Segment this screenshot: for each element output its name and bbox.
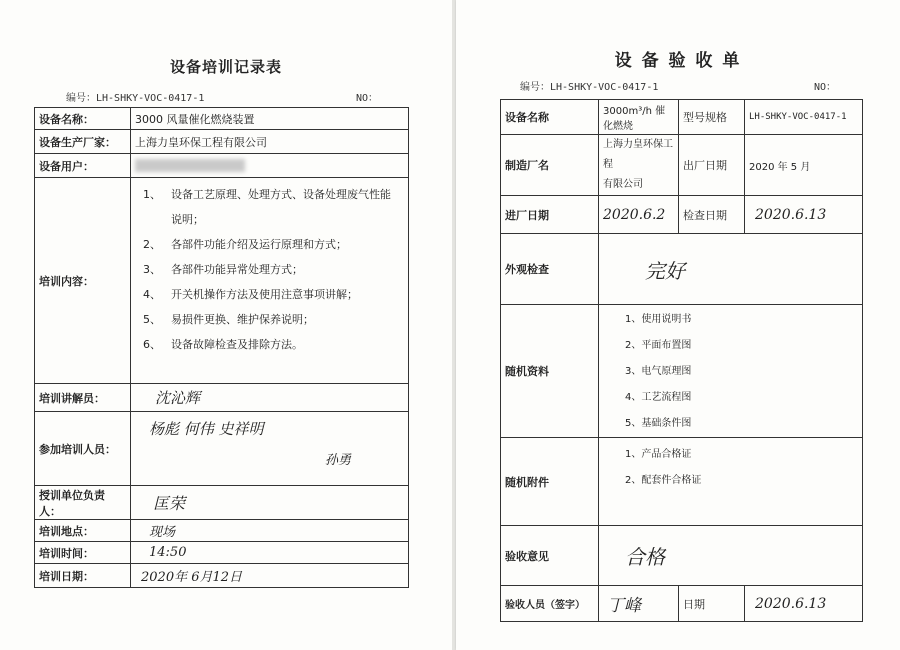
content-item-num: 3、 xyxy=(143,263,161,276)
content-item-text: 设备故障检查及排除方法。 xyxy=(171,338,303,351)
acceptance-serial xyxy=(520,78,658,93)
device-user-value xyxy=(131,154,409,178)
training-record-title: 设备培训记录表 xyxy=(169,58,282,76)
device-user-label: 设备用户： xyxy=(35,154,131,178)
docs-item: 4、工艺流程图 xyxy=(625,392,692,403)
attendees-sign-line-1: 杨彪 何伟 史祥明 xyxy=(149,420,264,438)
content-item-num: 6、 xyxy=(143,338,161,351)
docs-item: 2、平面布置图 xyxy=(625,340,692,351)
model-label: 型号规格 xyxy=(679,100,745,135)
serial-label: 编号： xyxy=(66,93,96,104)
model-value: LH-SHKY-VOC-0417-1 xyxy=(745,100,863,135)
training-content-label: 培训内容： xyxy=(35,178,131,384)
content-item xyxy=(143,207,404,232)
training-content-list xyxy=(131,178,409,384)
content-item-text: 说明； xyxy=(171,213,204,226)
content-item xyxy=(143,182,404,207)
training-place-text: 现场 xyxy=(149,525,176,540)
content-item-text: 各部件功能异常处理方式； xyxy=(171,263,303,276)
date-value: 2020.6.13 xyxy=(755,595,827,612)
acceptance-sheet xyxy=(456,0,900,650)
appearance-cell xyxy=(599,234,863,305)
appearance-label: 外观检查 xyxy=(501,234,599,305)
maker-value-line-2: 有限公司 xyxy=(603,179,643,190)
acceptance-no-label: NO： xyxy=(814,82,837,93)
training-time-label: 培训时间： xyxy=(35,542,131,564)
serial-value: LH-SHKY-VOC-0417-1 xyxy=(550,82,659,93)
accessories-item: 2、配套件合格证 xyxy=(625,475,702,486)
trainer-label: 培训讲解员： xyxy=(35,384,131,412)
appearance-value: 完好 xyxy=(645,258,685,283)
training-time-value xyxy=(131,542,409,564)
inspect-date-value: 2020.6.13 xyxy=(755,206,827,223)
accessories-label: 随机附件 xyxy=(501,438,599,526)
docs-item: 5、基础条件图 xyxy=(625,418,692,429)
content-item-text: 各部件功能介绍及运行原理和方式； xyxy=(171,238,347,251)
maker-value xyxy=(599,135,679,196)
arrival-date-value: 2020.6.2 xyxy=(603,206,666,223)
training-time-text: 14:50 xyxy=(149,545,187,560)
device-name-label: 设备名称 xyxy=(501,100,599,135)
content-item-text: 设备工艺原理、处理方式、设备处理废气性能 xyxy=(171,188,391,201)
arrival-date-label: 进厂日期 xyxy=(501,196,599,234)
attendees-label: 参加培训人员： xyxy=(35,412,131,486)
content-item-num: 4、 xyxy=(143,288,161,301)
attendees-signatures xyxy=(131,412,409,486)
opinion-value: 合格 xyxy=(625,545,665,569)
training-date-value xyxy=(131,564,409,588)
manufacturer-label: 设备生产厂家： xyxy=(35,130,131,154)
ship-date-label: 出厂日期 xyxy=(679,135,745,196)
inspector-label: 验收人员（签字） xyxy=(501,586,599,622)
responsible-signature xyxy=(131,486,409,520)
responsible-sign: 匡荣 xyxy=(153,494,186,513)
responsible-label: 授训单位负责人： xyxy=(35,486,131,520)
manufacturer-value: 上海力皇环保工程有限公司 xyxy=(131,130,409,154)
acceptance-title: 设 备 验 收 单 xyxy=(614,51,742,71)
content-item-text: 开关机操作方法及使用注意事项讲解； xyxy=(171,288,358,301)
maker-value-line-1: 上海力皇环保工程 xyxy=(603,139,673,170)
training-no-label: NO： xyxy=(356,93,379,104)
training-date-label: 培训日期： xyxy=(35,564,131,588)
docs-item: 3、电气原理图 xyxy=(625,366,692,377)
date-label: 日期 xyxy=(679,586,745,622)
content-item xyxy=(143,332,404,357)
maker-label: 制造厂名 xyxy=(501,135,599,196)
acceptance-table xyxy=(500,99,863,622)
content-item xyxy=(143,282,404,307)
training-place-label: 培训地点： xyxy=(35,520,131,542)
content-item-text: 易损件更换、维护保养说明； xyxy=(171,313,314,326)
trainer-signature xyxy=(131,384,409,412)
opinion-label: 验收意见 xyxy=(501,526,599,586)
ship-date-value: 2020 年 5 月 xyxy=(745,135,863,196)
content-item-num: 1、 xyxy=(143,188,161,201)
inspector-cell xyxy=(599,586,679,622)
date-cell xyxy=(745,586,863,622)
redacted-user-blur xyxy=(135,159,245,172)
opinion-cell xyxy=(599,526,863,586)
device-name-value: 3000 风量催化燃烧装置 xyxy=(131,108,409,130)
device-name-label: 设备名称： xyxy=(35,108,131,130)
trainer-sign: 沈沁辉 xyxy=(155,389,201,407)
inspect-date-cell xyxy=(745,196,863,234)
serial-value: LH-SHKY-VOC-0417-1 xyxy=(96,93,205,104)
device-name-value: 3000m³/h 催化燃烧 xyxy=(599,100,679,135)
arrival-date-cell xyxy=(599,196,679,234)
docs-label: 随机资料 xyxy=(501,305,599,438)
training-date-text: 2020年 6月12日 xyxy=(141,570,243,585)
content-item-num: 2、 xyxy=(143,238,161,251)
serial-label: 编号： xyxy=(520,82,550,93)
training-record-table xyxy=(34,107,409,588)
docs-item: 1、使用说明书 xyxy=(625,314,692,325)
inspector-sign: 丁峰 xyxy=(607,596,641,616)
content-item xyxy=(143,257,404,282)
docs-list xyxy=(599,305,863,438)
accessories-item: 1、产品合格证 xyxy=(625,449,692,460)
accessories-list xyxy=(599,438,863,526)
attendees-sign-line-2: 孙勇 xyxy=(325,453,352,468)
training-serial xyxy=(66,89,204,104)
content-item xyxy=(143,232,404,257)
content-item-num: 5、 xyxy=(143,313,161,326)
training-place-value xyxy=(131,520,409,542)
content-item xyxy=(143,307,404,332)
inspect-date-label: 检查日期 xyxy=(679,196,745,234)
